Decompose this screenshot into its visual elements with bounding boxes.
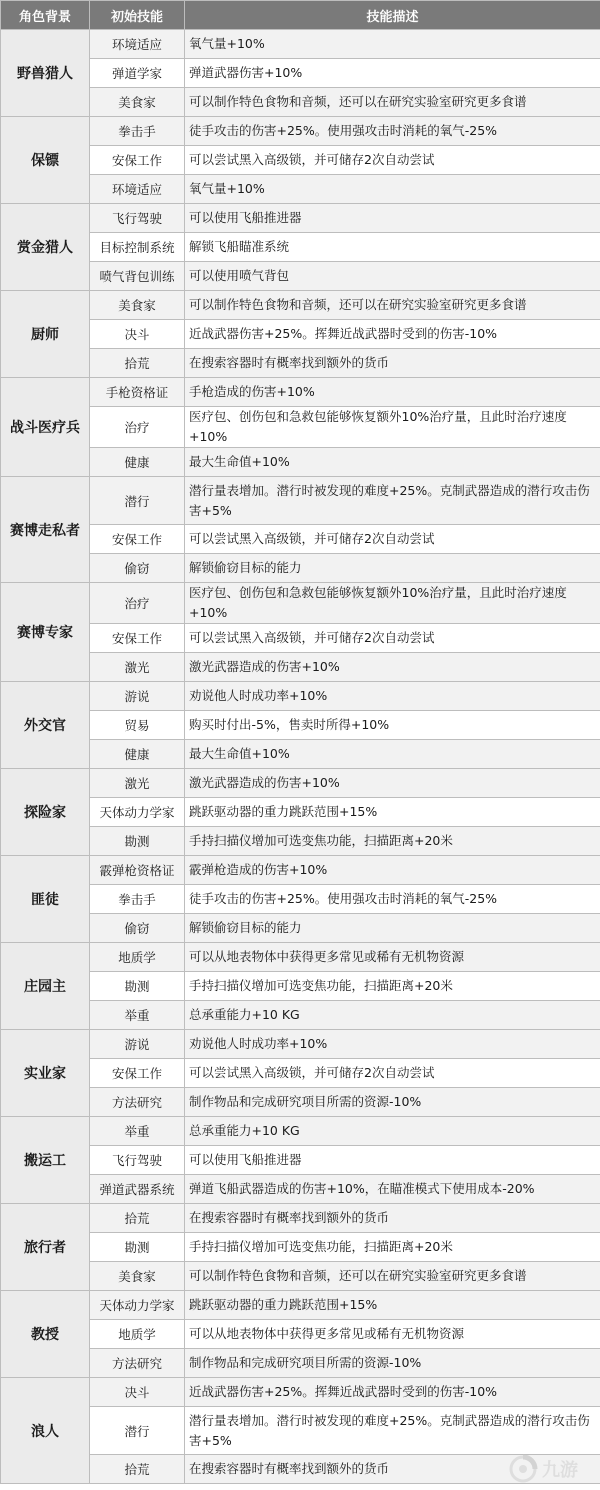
skill-name: 举重 [90,1117,185,1146]
table-row [1,943,600,972]
skill-name: 拳击手 [90,885,185,914]
table-row [1,349,600,378]
skill-description: 制作物品和完成研究项目所需的资源-10% [185,1349,600,1378]
table-row [1,554,600,583]
table-row [1,1146,600,1175]
skill-name: 方法研究 [90,1349,185,1378]
table-row [1,477,600,525]
background-name: 保镖 [1,117,90,204]
table-row [1,682,600,711]
skill-name: 决斗 [90,1378,185,1407]
table-row [1,914,600,943]
skill-name: 拾荒 [90,1204,185,1233]
skill-description: 可以从地表物体中获得更多常见或稀有无机物资源 [185,943,600,972]
table-row [1,1030,600,1059]
skill-description: 霰弹枪造成的伤害+10% [185,856,600,885]
skill-description: 可以使用喷气背包 [185,262,600,291]
skill-name: 飞行驾驶 [90,1146,185,1175]
table-row [1,88,600,117]
skill-description: 弹道武器伤害+10% [185,59,600,88]
table-row [1,769,600,798]
skill-name: 美食家 [90,88,185,117]
skill-name: 弹道武器系统 [90,1175,185,1204]
skill-description: 购买时付出-5%，售卖时所得+10% [185,711,600,740]
table-row [1,653,600,682]
skill-name: 潜行 [90,477,185,525]
header-skill: 初始技能 [90,1,185,30]
background-name: 匪徒 [1,856,90,943]
skill-name: 手枪资格证 [90,378,185,407]
skill-description: 可以尝试黑入高级锁，并可储存2次自动尝试 [185,525,600,554]
background-name: 搬运工 [1,1117,90,1204]
skill-description: 最大生命值+10% [185,740,600,769]
skill-description: 手持扫描仪增加可选变焦功能，扫描距离+20米 [185,827,600,856]
skill-name: 偷窃 [90,554,185,583]
table-row [1,827,600,856]
background-name: 赛博走私者 [1,477,90,583]
skill-name: 贸易 [90,711,185,740]
table-row [1,1059,600,1088]
skill-name: 地质学 [90,943,185,972]
skill-name: 治疗 [90,583,185,624]
table-row [1,740,600,769]
skill-name: 拳击手 [90,117,185,146]
skill-description: 在搜索容器时有概率找到额外的货币 [185,349,600,378]
skill-name: 安保工作 [90,146,185,175]
table-row [1,448,600,477]
table-row [1,1117,600,1146]
skill-name: 健康 [90,448,185,477]
skill-description: 跳跃驱动器的重力跳跃范围+15% [185,1291,600,1320]
table-row [1,1262,600,1291]
skill-description: 劝说他人时成功率+10% [185,1030,600,1059]
skill-name: 飞行驾驶 [90,204,185,233]
background-name: 实业家 [1,1030,90,1117]
table-row [1,1233,600,1262]
skill-description: 可以使用飞船推进器 [185,204,600,233]
table-row [1,972,600,1001]
skill-description: 氧气量+10% [185,30,600,59]
table-row [1,1088,600,1117]
skill-description: 可以尝试黑入高级锁，并可储存2次自动尝试 [185,146,600,175]
table-row [1,204,600,233]
skill-name: 勘测 [90,827,185,856]
skill-name: 勘测 [90,972,185,1001]
skill-description: 氧气量+10% [185,175,600,204]
skill-description: 潜行量表增加。潜行时被发现的难度+25%。克制武器造成的潜行攻击伤害+5% [185,477,600,525]
skill-description: 解锁偷窃目标的能力 [185,914,600,943]
skill-name: 健康 [90,740,185,769]
background-name: 浪人 [1,1378,90,1484]
skill-description: 总承重能力+10 KG [185,1117,600,1146]
skill-description: 可以制作特色食物和音频，还可以在研究实验室研究更多食谱 [185,88,600,117]
skill-name: 勘测 [90,1233,185,1262]
table-row [1,583,600,624]
skill-name: 美食家 [90,291,185,320]
skill-name: 潜行 [90,1407,185,1455]
table-row [1,798,600,827]
table-row [1,1175,600,1204]
background-name: 野兽猎人 [1,30,90,117]
table-row [1,262,600,291]
skill-description: 激光武器造成的伤害+10% [185,769,600,798]
skill-name: 决斗 [90,320,185,349]
skill-name: 偷窃 [90,914,185,943]
skill-description: 在搜索容器时有概率找到额外的货币 [185,1455,600,1484]
skill-name: 拾荒 [90,1455,185,1484]
skill-name: 安保工作 [90,624,185,653]
skill-description: 制作物品和完成研究项目所需的资源-10% [185,1088,600,1117]
skill-name: 游说 [90,682,185,711]
header-desc: 技能描述 [185,1,600,30]
skill-name: 拾荒 [90,349,185,378]
skill-description: 可以从地表物体中获得更多常见或稀有无机物资源 [185,1320,600,1349]
background-name: 赛博专家 [1,583,90,682]
skill-description: 最大生命值+10% [185,448,600,477]
skill-name: 举重 [90,1001,185,1030]
header-role: 角色背景 [1,1,90,30]
table-row [1,146,600,175]
skill-description: 激光武器造成的伤害+10% [185,653,600,682]
table-row [1,407,600,448]
watermark [508,1452,594,1486]
table-row [1,525,600,554]
table-row [1,233,600,262]
table-row [1,1204,600,1233]
skill-description: 解锁偷窃目标的能力 [185,554,600,583]
table-row [1,1320,600,1349]
skill-name: 喷气背包训练 [90,262,185,291]
skill-description: 徒手攻击的伤害+25%。使用强攻击时消耗的氧气-25% [185,885,600,914]
skill-name: 安保工作 [90,1059,185,1088]
background-name: 厨师 [1,291,90,378]
table-row [1,1001,600,1030]
skill-description: 可以制作特色食物和音频，还可以在研究实验室研究更多食谱 [185,1262,600,1291]
table-row [1,30,600,59]
skill-description: 潜行量表增加。潜行时被发现的难度+25%。克制武器造成的潜行攻击伤害+5% [185,1407,600,1455]
skill-name: 美食家 [90,1262,185,1291]
table-row [1,320,600,349]
skill-name: 激光 [90,769,185,798]
background-name: 外交官 [1,682,90,769]
skill-name: 弹道学家 [90,59,185,88]
skill-description: 总承重能力+10 KG [185,1001,600,1030]
skill-description: 手枪造成的伤害+10% [185,378,600,407]
table-row [1,59,600,88]
skill-description: 弹道飞船武器造成的伤害+10%，在瞄准模式下使用成本-20% [185,1175,600,1204]
skill-description: 徒手攻击的伤害+25%。使用强攻击时消耗的氧气-25% [185,117,600,146]
skill-description: 医疗包、创伤包和急救包能够恢复额外10%治疗量，且此时治疗速度+10% [185,407,600,448]
table-row [1,117,600,146]
skill-description: 可以制作特色食物和音频，还可以在研究实验室研究更多食谱 [185,291,600,320]
skill-name: 环境适应 [90,30,185,59]
table-body [1,30,600,1484]
skill-description: 劝说他人时成功率+10% [185,682,600,711]
table-row [1,711,600,740]
skill-name: 方法研究 [90,1088,185,1117]
skill-name: 天体动力学家 [90,798,185,827]
table-row [1,1407,600,1455]
table-row [1,175,600,204]
skill-description: 在搜索容器时有概率找到额外的货币 [185,1204,600,1233]
skill-description: 医疗包、创伤包和急救包能够恢复额外10%治疗量，且此时治疗速度+10% [185,583,600,624]
table-row [1,378,600,407]
table-row [1,1378,600,1407]
jiuyou-logo-icon [508,1454,538,1484]
skill-description: 手持扫描仪增加可选变焦功能，扫描距离+20米 [185,972,600,1001]
skill-description: 跳跃驱动器的重力跳跃范围+15% [185,798,600,827]
skill-name: 天体动力学家 [90,1291,185,1320]
table-row [1,1291,600,1320]
table-row [1,1349,600,1378]
background-name: 战斗医疗兵 [1,378,90,477]
skill-name: 环境适应 [90,175,185,204]
skill-description: 可以尝试黑入高级锁，并可储存2次自动尝试 [185,1059,600,1088]
background-name: 庄园主 [1,943,90,1030]
skill-description: 解锁飞船瞄准系统 [185,233,600,262]
skill-name: 治疗 [90,407,185,448]
skill-name: 目标控制系统 [90,233,185,262]
skill-name: 安保工作 [90,525,185,554]
table-row [1,624,600,653]
header-row [1,1,600,30]
background-name: 旅行者 [1,1204,90,1291]
skill-name: 地质学 [90,1320,185,1349]
background-name: 赏金猎人 [1,204,90,291]
table-row [1,885,600,914]
skill-description: 可以使用飞船推进器 [185,1146,600,1175]
skill-description: 近战武器伤害+25%。挥舞近战武器时受到的伤害-10% [185,320,600,349]
skill-description: 近战武器伤害+25%。挥舞近战武器时受到的伤害-10% [185,1378,600,1407]
watermark-text: 九游 [542,1460,578,1481]
skill-description: 可以尝试黑入高级锁，并可储存2次自动尝试 [185,624,600,653]
skill-name: 霰弹枪资格证 [90,856,185,885]
table-row [1,291,600,320]
background-name: 探险家 [1,769,90,856]
background-name: 教授 [1,1291,90,1378]
skill-name: 激光 [90,653,185,682]
skill-description: 手持扫描仪增加可选变焦功能，扫描距离+20米 [185,1233,600,1262]
table-row [1,856,600,885]
skill-name: 游说 [90,1030,185,1059]
